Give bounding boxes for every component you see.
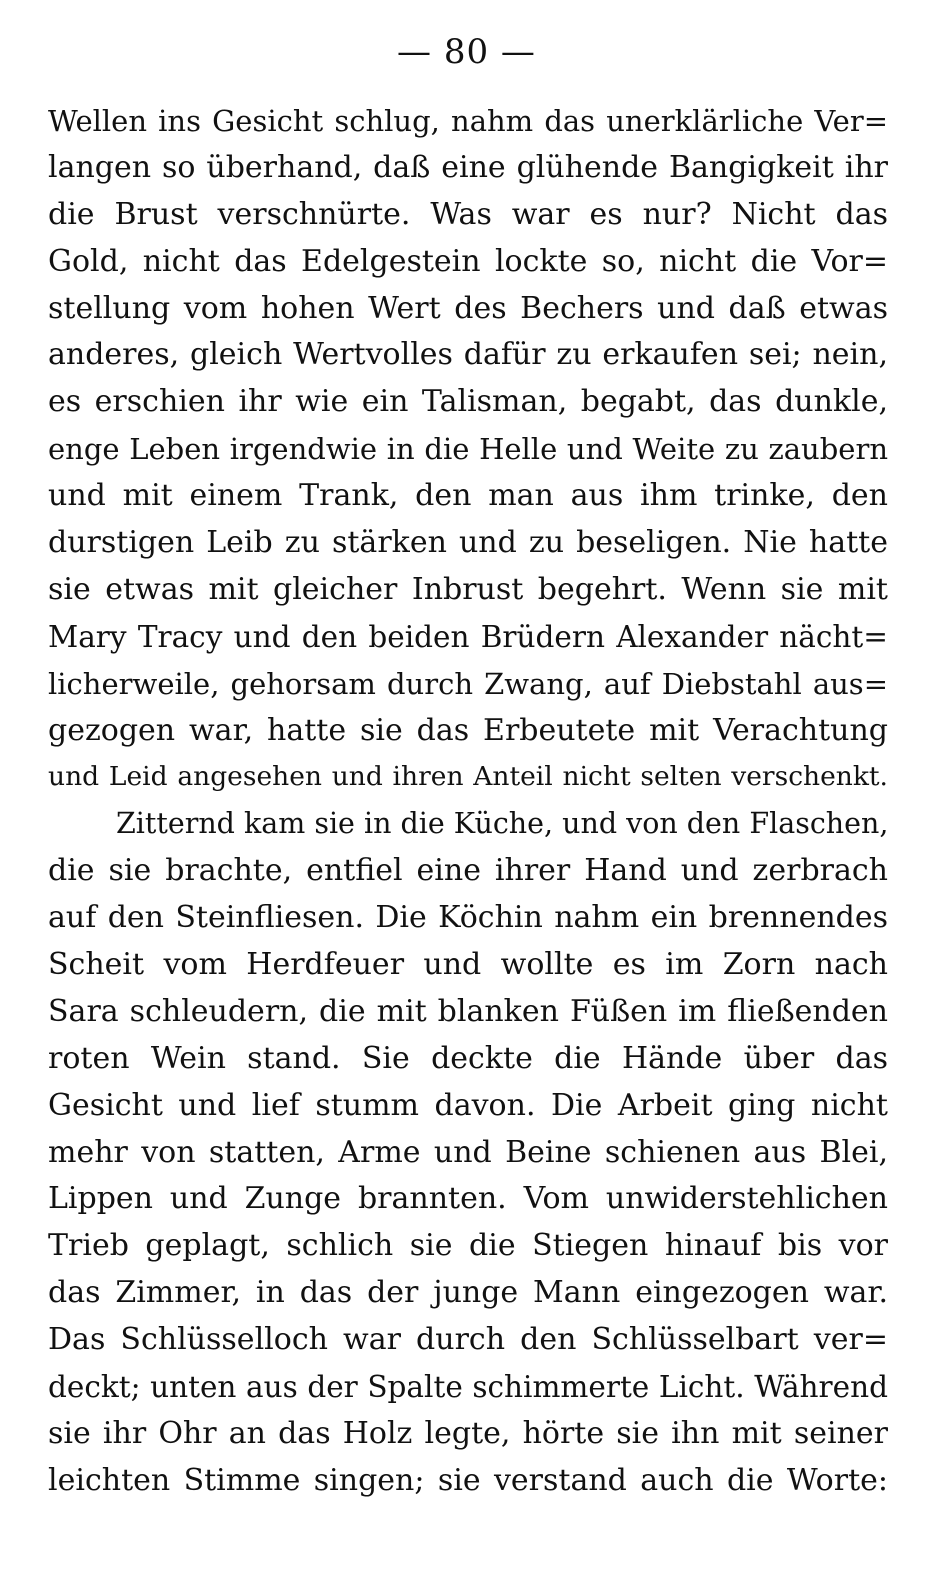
text-line: Das Schlüsselloch war durch den Schlüsselbart ver=	[48, 1322, 888, 1358]
text-line: Zitternd kam sie in die Küche, und von den Flaschen,	[116, 807, 888, 841]
text-line: Mary Tracy und den beiden Brüdern Alexander nächt=	[48, 619, 888, 654]
text-line: mehr von statten, Arme und Beine schienen aus Blei,	[48, 1134, 888, 1170]
text-line: Lippen und Zunge brannten. Vom unwiderstehlichen	[48, 1181, 888, 1217]
text-line: Gesicht und lief stumm davon. Die Arbeit ging nicht	[48, 1087, 888, 1123]
text-line: Scheit vom Herdfeuer und wollte es im Zorn nach	[48, 947, 888, 983]
text-line: und mit einem Trank, den man aus ihm trinke, den	[48, 478, 888, 514]
text-line: die Brust verschnürte. Was war es nur? Nicht das	[48, 196, 888, 232]
text-line: auf den Steinfliesen. Die Köchin nahm ein brennendes	[48, 900, 888, 936]
text-line: die sie brachte, entfiel eine ihrer Hand und zerbrach	[48, 853, 888, 889]
text-line: anderes, gleich Wertvolles dafür zu erkaufen sei; nein,	[48, 337, 888, 373]
text-line: durstigen Leib zu stärken und zu beseligen. Nie hatte	[48, 525, 888, 561]
text-line: licherweile, gehorsam durch Zwang, auf Diebstahl aus=	[48, 666, 888, 701]
text-line: langen so überhand, daß eine glühende Bangigkeit ihr	[48, 149, 888, 185]
text-line: enge Leben irgendwie in die Helle und Weite zu zaubern	[48, 432, 888, 467]
text-line: Wellen ins Gesicht schlug, nahm das unerklärliche Ver=	[48, 104, 888, 138]
text-line: sie etwas mit gleicher Inbrust begehrt. Wenn sie mit	[48, 571, 888, 607]
text-line: deckt; unten aus der Spalte schimmerte Licht. Während	[48, 1370, 888, 1405]
body-text	[48, 98, 888, 1505]
text-line: Trieb geplagt, schlich sie die Stiegen hinauf bis vor	[48, 1228, 888, 1264]
text-line: roten Wein stand. Sie deckte die Hände über das	[48, 1040, 888, 1076]
text-line: Gold, nicht das Edelgestein lockte so, nicht die Vor=	[48, 243, 888, 279]
text-line: Sara schleudern, die mit blanken Füßen im fließenden	[48, 993, 888, 1029]
text-line: und Leid angesehen und ihren Anteil nicht selten verschenkt.	[48, 761, 888, 793]
page-number: — 80 —	[397, 32, 536, 72]
text-line: leichten Stimme singen; sie verstand auch die Worte:	[48, 1462, 888, 1498]
text-line: es erschien ihr wie ein Talisman, begabt, das dunkle,	[48, 384, 888, 420]
text-line: sie ihr Ohr an das Holz legte, hörte sie ihn mit seiner	[48, 1415, 888, 1451]
text-line: stellung vom hohen Wert des Bechers und daß etwas	[48, 290, 888, 326]
text-line: das Zimmer, in das der junge Mann eingezogen war.	[48, 1275, 888, 1311]
text-line: gezogen war, hatte sie das Erbeutete mit Verachtung	[48, 712, 888, 748]
